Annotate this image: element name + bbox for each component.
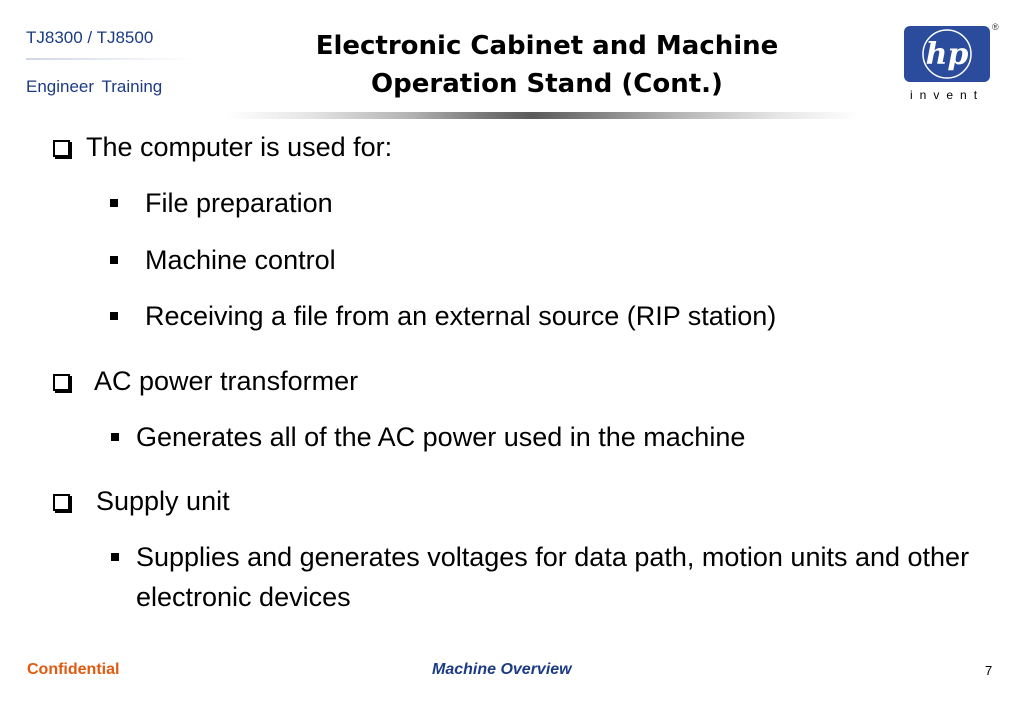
section-heading-supply-unit: Supply unit xyxy=(96,486,230,516)
logo-tagline: invent xyxy=(910,88,985,102)
product-name: TJ8300 / TJ8500 xyxy=(26,28,154,47)
slide-title xyxy=(232,27,862,103)
footer-section-name: Machine Overview xyxy=(432,661,572,678)
list-item: File preparation xyxy=(145,188,333,218)
header-left-block xyxy=(26,28,226,97)
slide-title-line-2: Operation Stand (Cont.) xyxy=(371,69,723,99)
page-number: 7 xyxy=(985,663,993,678)
hp-logo xyxy=(904,22,1000,106)
square-bullet-icon xyxy=(110,312,118,320)
square-bullet-icon xyxy=(110,256,118,264)
checkbox-bullet-icon xyxy=(53,494,70,511)
square-bullet-icon xyxy=(111,433,119,441)
confidential-label: Confidential xyxy=(27,661,120,678)
slide-title-line-1: Electronic Cabinet and Machine xyxy=(315,31,779,61)
hp-logo-mark xyxy=(904,26,990,82)
registered-mark: ® xyxy=(992,22,999,32)
product-underline xyxy=(26,58,194,60)
section-heading-computer: The computer is used for: xyxy=(86,132,393,162)
header-divider xyxy=(0,112,1023,119)
square-bullet-icon xyxy=(110,199,118,207)
section-heading-transformer: AC power transformer xyxy=(94,366,359,396)
checkbox-bullet-icon xyxy=(53,140,70,157)
list-item: Generates all of the AC power used in the machine xyxy=(136,422,746,452)
hp-logo-glyph xyxy=(904,26,990,82)
hp-logo-letters: hp xyxy=(925,37,969,72)
list-item: Supplies and generates voltages for data path, motion units and other electronic devices xyxy=(136,542,970,612)
square-bullet-icon xyxy=(111,553,119,561)
checkbox-bullet-icon xyxy=(53,374,70,391)
list-item: Receiving a file from an external source (RIP station) xyxy=(145,301,777,331)
training-label: Engineer Training xyxy=(26,77,163,96)
list-item: Machine control xyxy=(145,245,336,275)
